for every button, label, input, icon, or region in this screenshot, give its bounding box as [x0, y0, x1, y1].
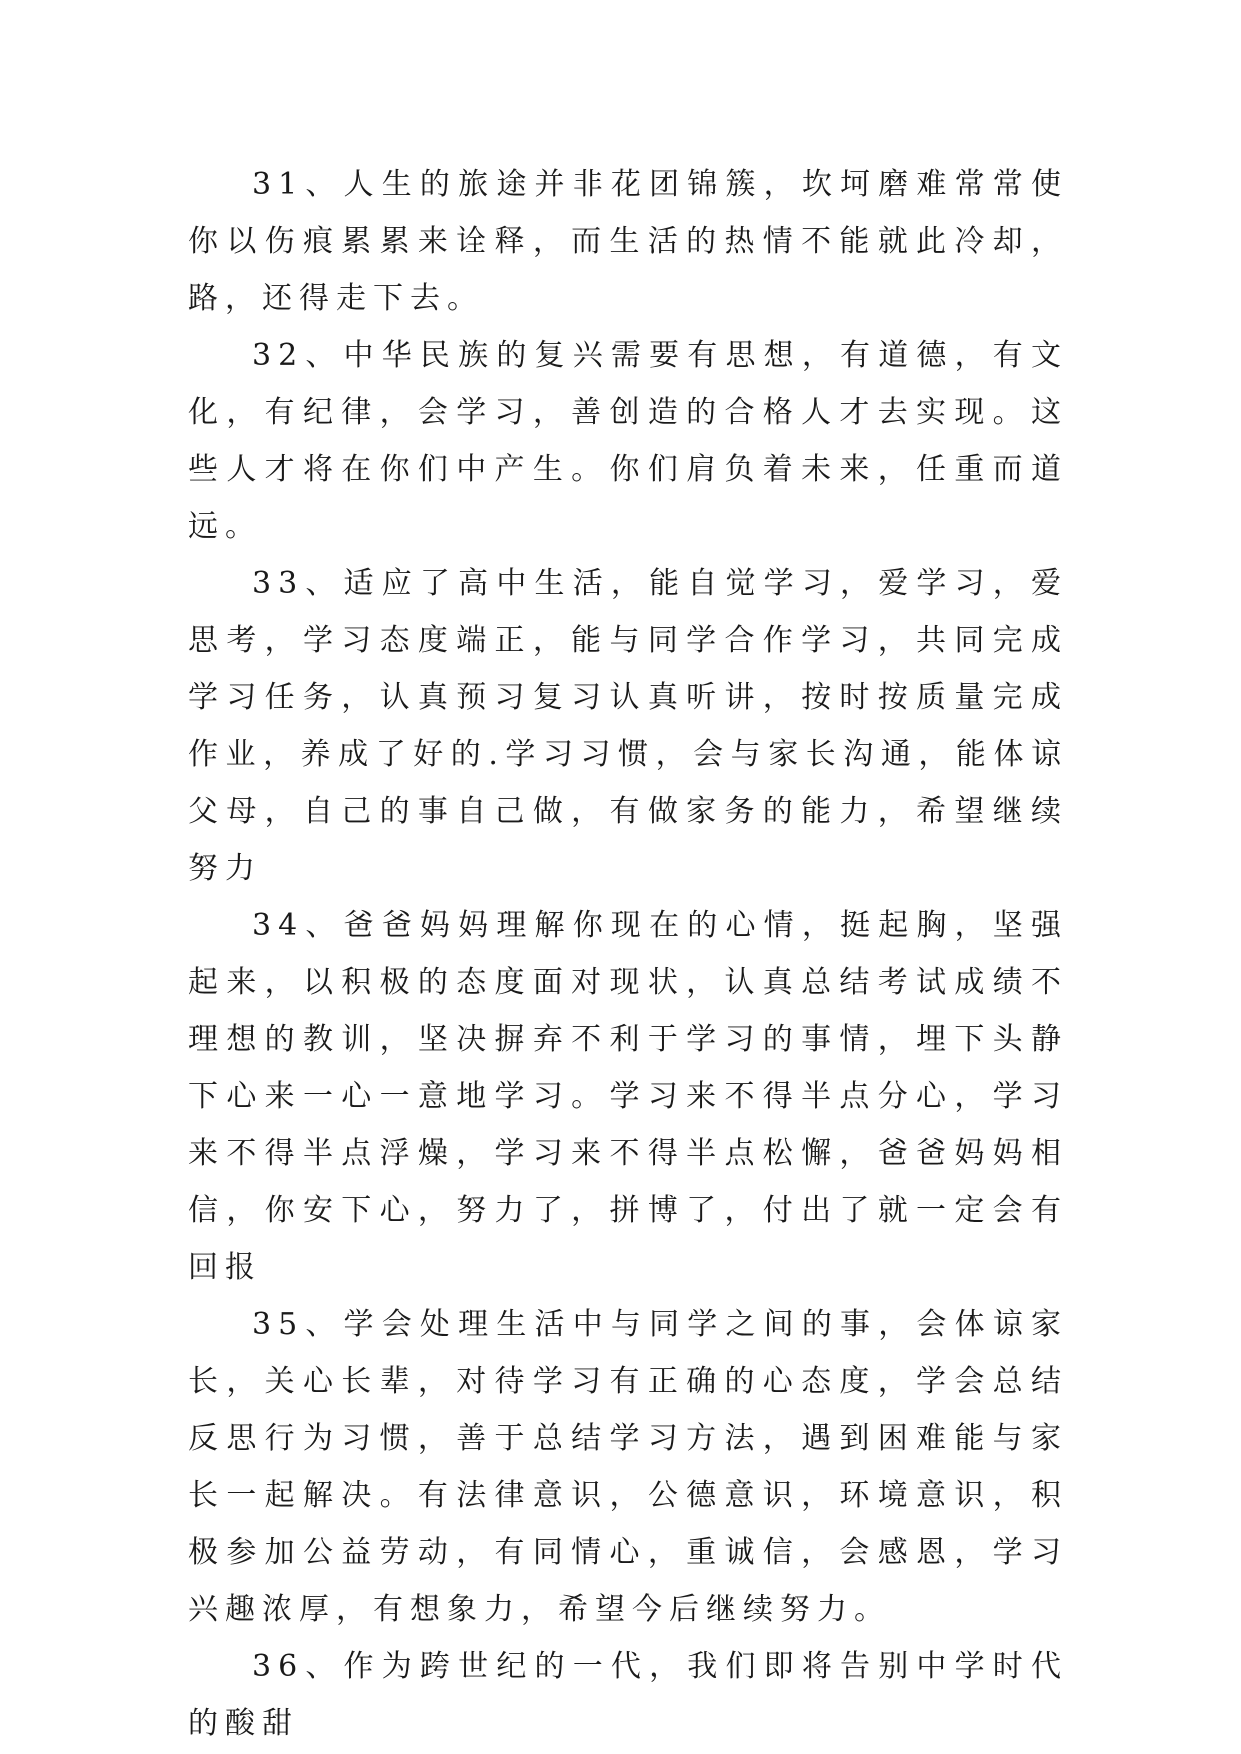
paragraph-32: 32、中华民族的复兴需要有思想，有道德，有文化，有纪律，会学习，善创造的合格人才去实现。这些人才将在你们中产生。你们肩负着未来，任重而道远。: [188, 338, 1068, 544]
document-body: [188, 156, 1068, 1752]
paragraph-31: 31、人生的旅途并非花团锦簇，坎坷磨难常常使你以伤痕累累来诠释，而生活的热情不能就此冷却，路，还得走下去。: [188, 167, 1068, 316]
paragraph-33: 33、适应了高中生活，能自觉学习，爱学习，爱思考，学习态度端正，能与同学合作学习，共同完成学习任务，认真预习复习认真听讲，按时按质量完成作业，养成了好的.学习习惯，会与家长沟通，能体谅父母，自己的事自己做，有做家务的能力，希望继续努力: [188, 566, 1068, 886]
paragraph-35: 35、学会处理生活中与同学之间的事，会体谅家长，关心长辈，对待学习有正确的心态度，学会总结反思行为习惯，善于总结学习方法，遇到困难能与家长一起解决。有法律意识，公德意识，环境意识，积极参加公益劳动，有同情心，重诚信，会感恩，学习兴趣浓厚，有想象力，希望今后继续努力。: [188, 1307, 1068, 1627]
paragraph-34: 34、爸爸妈妈理解你现在的心情，挺起胸，坚强起来，以积极的态度面对现状，认真总结考试成绩不理想的教训，坚决摒弃不利于学习的事情，埋下头静下心来一心一意地学习。学习来不得半点分心，学习来不得半点浮燥，学习来不得半点松懈，爸爸妈妈相信，你安下心，努力了，拼博了，付出了就一定会有回报: [188, 908, 1068, 1285]
paragraph-36: 36、作为跨世纪的一代，我们即将告别中学时代的酸甜: [188, 1649, 1068, 1741]
